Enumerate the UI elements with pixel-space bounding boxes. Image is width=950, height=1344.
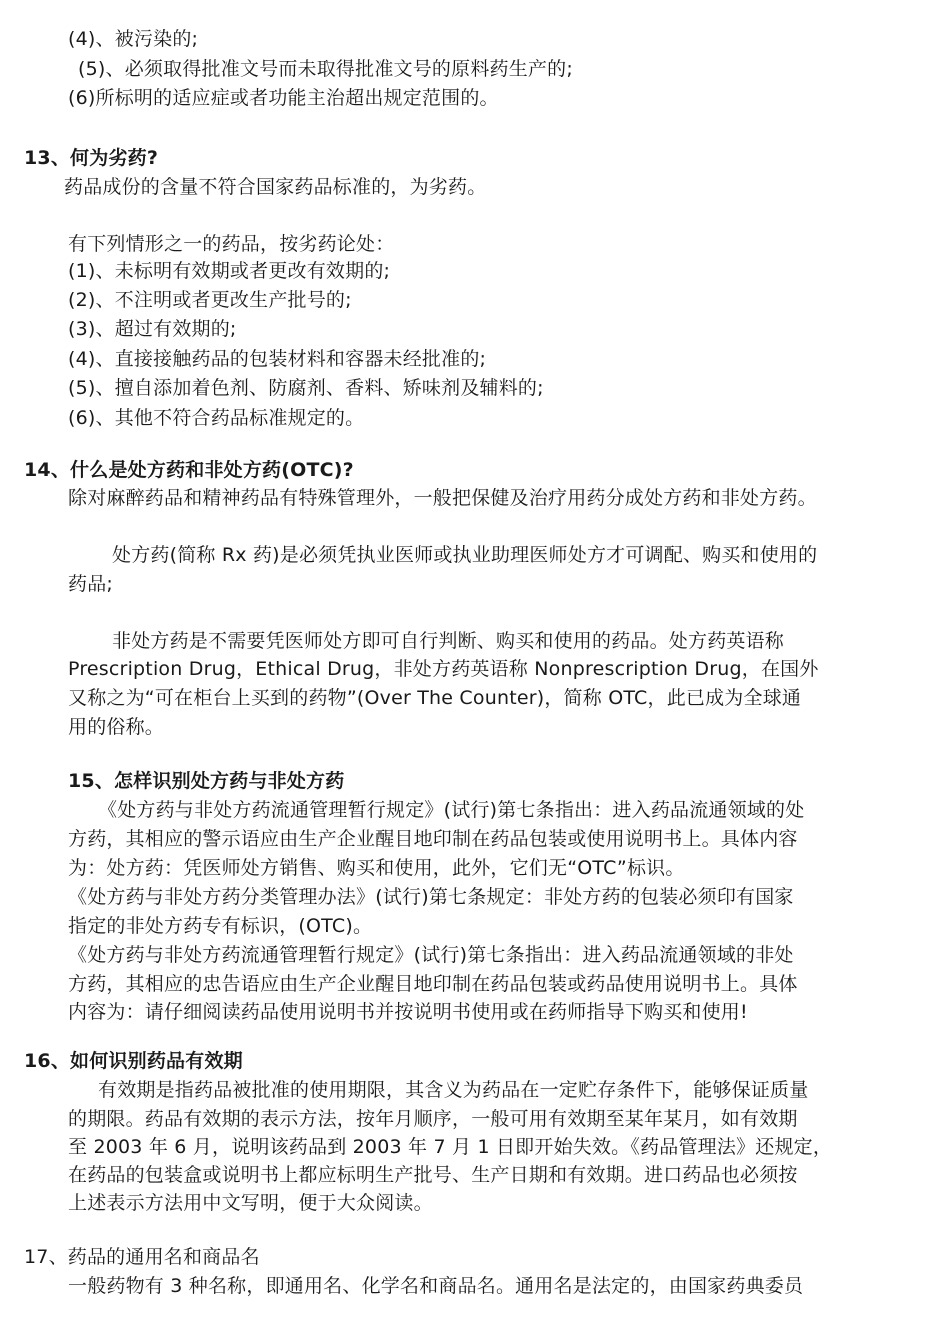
text-line: 的期限。药品有效期的表示方法，按年月顺序，一般可用有效期至某年某月，如有效期 — [68, 1108, 798, 1130]
text-line: Prescription Drug，Ethical Drug，非处方药英语称 Nonprescription Drug，在国外 — [68, 658, 819, 680]
list-item: (4)、直接接触药品的包装材料和容器未经批准的; — [68, 348, 487, 370]
section-heading-14: 14、什么是处方药和非处方药(OTC)? — [24, 459, 354, 481]
text-line: 上述表示方法用中文写明，便于大众阅读。 — [68, 1192, 433, 1214]
text-line: 除对麻醉药品和精神药品有特殊管理外，一般把保健及治疗用药分成处方药和非处方药。 — [68, 487, 817, 509]
text-line: 为：处方药：凭医师处方销售、购买和使用，此外，它们无“OTC”标识。 — [68, 857, 685, 879]
text-line: 非处方药是不需要凭医师处方即可自行判断、购买和使用的药品。处方药英语称 — [112, 630, 785, 652]
text-line: 有效期是指药品被批准的使用期限，其含义为药品在一定贮存条件下，能够保证质量 — [98, 1079, 809, 1101]
text-line: (5)、必须取得批准文号而未取得批准文号的原料药生产的; — [78, 58, 573, 80]
list-item: (2)、不注明或者更改生产批号的; — [68, 289, 352, 311]
text-line: 《处方药与非处方药流通管理暂行规定》(试行)第七条指出：进入药品流通领域的处 — [98, 799, 805, 821]
text-line: 用的俗称。 — [68, 716, 165, 738]
section-heading-15: 15、怎样识别处方药与非处方药 — [68, 770, 345, 792]
list-item: (5)、擅自添加着色剂、防腐剂、香料、矫味剂及辅料的; — [68, 377, 544, 399]
text-line: 方药，其相应的忠告语应由生产企业醒目地印制在药品包装或药品使用说明书上。具体 — [68, 973, 798, 995]
text-line: 有下列情形之一的药品，按劣药论处： — [68, 233, 395, 255]
text-line: 药品; — [68, 573, 114, 595]
text-line: 《处方药与非处方药流通管理暂行规定》(试行)第七条指出：进入药品流通领域的非处 — [68, 944, 794, 966]
text-line: 在药品的包装盒或说明书上都应标明生产批号、生产日期和有效期。进口药品也必须按 — [68, 1164, 798, 1186]
text-line: 一般药物有 3 种名称，即通用名、化学名和商品名。通用名是法定的，由国家药典委员 — [68, 1275, 804, 1297]
list-item: (6)、其他不符合药品标准规定的。 — [68, 407, 365, 429]
text-line: 《处方药与非处方药分类管理办法》(试行)第七条规定：非处方药的包装必须印有国家 — [68, 886, 794, 908]
text-line: 至 2003 年 6 月，说明该药品到 2003 年 7 月 1 日即开始失效。《药品管理法》还规定， — [68, 1136, 833, 1158]
text-line: (4)、被污染的; — [68, 28, 199, 50]
text-line: 又称之为“可在柜台上买到的药物”(Over The Counter)，简称 OTC，此已成为全球通 — [68, 687, 802, 709]
text-line: 方药，其相应的警示语应由生产企业醒目地印制在药品包装或使用说明书上。具体内容 — [68, 828, 798, 850]
list-item: (3)、超过有效期的; — [68, 318, 237, 340]
text-line: 药品成份的含量不符合国家药品标准的，为劣药。 — [64, 176, 487, 198]
text-line: 处方药(简称 Rx 药)是必须凭执业医师或执业助理医师处方才可调配、购买和使用的 — [112, 544, 818, 566]
text-line: 内容为：请仔细阅读药品使用说明书并按说明书使用或在药师指导下购买和使用! — [68, 1001, 748, 1023]
section-heading-17: 17、药品的通用名和商品名 — [24, 1246, 260, 1268]
list-item: (1)、未标明有效期或者更改有效期的; — [68, 260, 391, 282]
text-line: 指定的非处方药专有标识，(OTC)。 — [68, 915, 373, 937]
text-line: (6)所标明的适应症或者功能主治超出规定范围的。 — [68, 87, 499, 109]
section-heading-16: 16、如何识别药品有效期 — [24, 1050, 243, 1072]
section-heading-13: 13、何为劣药? — [24, 147, 159, 169]
